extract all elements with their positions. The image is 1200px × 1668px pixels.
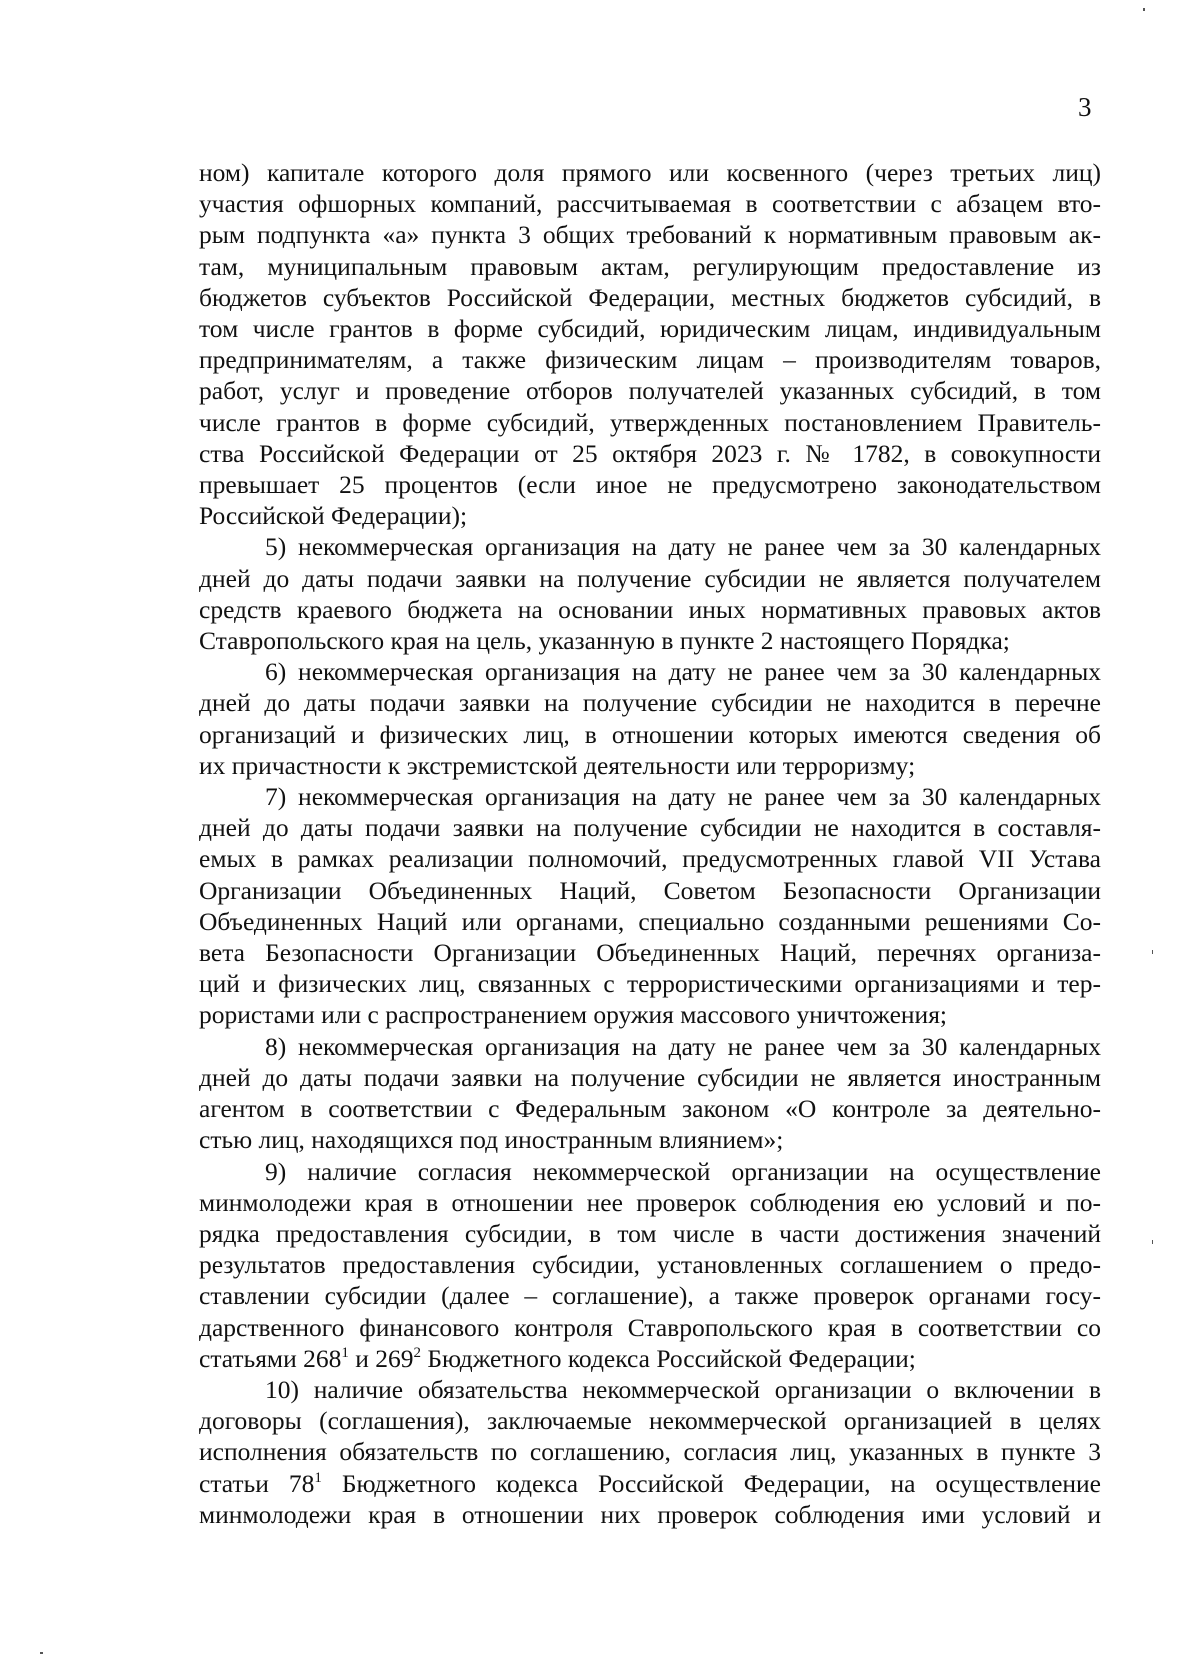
text-line: стью лиц, находящихся под иностранным влиянием»; xyxy=(199,1125,784,1155)
paragraph-item-5 xyxy=(199,531,1101,656)
text-fragment: статьи 78 xyxy=(199,1468,315,1498)
text-line: Ставропольского края на цель, указанную в пункте 2 настоящего Порядка; xyxy=(199,626,1010,656)
text-line: 10) наличие обязательства некоммерческой организации о включении в xyxy=(265,1374,1101,1404)
text-line: участия офшорных компаний, рассчитываемая в соответствии с абзацем вто- xyxy=(199,189,1101,219)
text-fragment: статьями 268 xyxy=(199,1343,342,1373)
text-line: числе грантов в форме субсидий, утвержденных постановлением Правитель- xyxy=(199,407,1101,437)
text-line: рым подпункта «а» пункта 3 общих требований к нормативным правовым ак- xyxy=(199,220,1101,250)
text-line: емых в рамках реализации полномочий, предусмотренных главой VII Устава xyxy=(199,844,1101,874)
text-line: бюджетов субъектов Российской Федерации, местных бюджетов субсидий, в xyxy=(199,282,1101,312)
text-line: 9) наличие согласия некоммерческой организации на осуществление xyxy=(265,1156,1101,1186)
text-line: том числе грантов в форме субсидий, юридическим лицам, индивидуальным xyxy=(199,314,1101,344)
paragraph-item-7 xyxy=(199,781,1101,1031)
text-line: ном) капитале которого доля прямого или косвенного (через третьих лиц) xyxy=(199,158,1101,187)
text-line: превышает 25 процентов (если иное не предусмотрено законодательством xyxy=(199,470,1101,500)
text-line: минмолодежи края в отношении нее проверок соблюдения ею условий и по- xyxy=(199,1187,1101,1217)
text-fragment: Бюджетного кодекса Российской Федерации, на осуществление xyxy=(321,1468,1101,1498)
text-line: Организации Объединенных Наций, Советом Безопасности Организации xyxy=(199,875,1101,905)
text-line: предпринимателям, а также физическим лицам – производителям товаров, xyxy=(199,345,1101,375)
text-line: дней до даты подачи заявки на получение субсидии не является получателем xyxy=(199,563,1101,593)
text-line: организаций и физических лиц, в отношении которых имеются сведения об xyxy=(199,719,1101,749)
superscript: 1 xyxy=(314,1469,322,1486)
scan-speck xyxy=(40,1652,43,1654)
scan-speck xyxy=(1143,8,1145,11)
text-line: исполнения обязательств по соглашению, согласия лиц, указанных в пункте 3 xyxy=(199,1437,1101,1467)
text-line: Российской Федерации); xyxy=(199,501,468,531)
scan-speck xyxy=(1152,950,1153,954)
body-text xyxy=(199,157,1101,1530)
text-line: дней до даты подачи заявки на получение субсидии не находится в перечне xyxy=(199,688,1101,718)
text-line: Объединенных Наций или органами, специально созданными решениями Со- xyxy=(199,906,1101,936)
superscript: 1 xyxy=(341,1344,349,1361)
page-number: 3 xyxy=(1078,92,1092,122)
superscript: 2 xyxy=(413,1344,421,1361)
text-line: результатов предоставления субсидии, установленных соглашением о предо- xyxy=(199,1250,1101,1280)
text-line: 7) некоммерческая организация на дату не ранее чем за 30 календарных xyxy=(265,782,1101,812)
text-line: их причастности к экстремистской деятельности или терроризму; xyxy=(199,750,916,780)
text-line: 8) некоммерческая организация на дату не ранее чем за 30 календарных xyxy=(265,1031,1101,1061)
paragraph-item-9 xyxy=(199,1156,1101,1374)
text-line: дней до даты подачи заявки на получение субсидии не находится в составля- xyxy=(199,813,1101,843)
text-line: ций и физических лиц, связанных с террористическими организациями и тер- xyxy=(199,969,1101,999)
text-line-with-superscripts xyxy=(199,1343,1101,1374)
text-line: средств краевого бюджета на основании иных нормативных правовых актов xyxy=(199,594,1101,624)
text-fragment: и 269 xyxy=(348,1343,414,1373)
text-line: рористами или с распространением оружия массового уничтожения; xyxy=(199,1000,948,1030)
text-fragment: Бюджетного кодекса Российской Федерации; xyxy=(421,1343,916,1373)
text-line: работ, услуг и проведение отборов получателей указанных субсидий, в том xyxy=(199,376,1101,406)
paragraph-item-10 xyxy=(199,1374,1101,1530)
text-line: 6) некоммерческая организация на дату не ранее чем за 30 календарных xyxy=(265,657,1101,687)
paragraph-item-8 xyxy=(199,1031,1101,1156)
text-line: дней до даты подачи заявки на получение субсидии не является иностранным xyxy=(199,1062,1101,1092)
paragraph-item-6 xyxy=(199,656,1101,781)
text-line: дарственного финансового контроля Ставропольского края в соответствии со xyxy=(199,1312,1101,1342)
text-line: ства Российской Федерации от 25 октября 2023 г. № 1782, в совокупности xyxy=(199,438,1101,468)
text-line: минмолодежи края в отношении них проверок соблюдения ими условий и xyxy=(199,1499,1101,1529)
text-line: рядка предоставления субсидии, в том числе в части достижения значений xyxy=(199,1218,1101,1248)
scan-speck xyxy=(1152,1240,1153,1244)
text-line: вета Безопасности Организации Объединенных Наций, перечнях организа- xyxy=(199,938,1101,968)
text-line-with-superscript xyxy=(199,1468,1101,1499)
text-line: 5) некоммерческая организация на дату не ранее чем за 30 календарных xyxy=(265,532,1101,562)
text-line: ставлении субсидии (далее – соглашение), а также проверок органами госу- xyxy=(199,1281,1101,1311)
text-line: агентом в соответствии с Федеральным законом «О контроле за деятельно- xyxy=(199,1094,1101,1124)
text-line: там, муниципальным правовым актам, регулирующим предоставление из xyxy=(199,251,1101,281)
text-line: договоры (соглашения), заключаемые некоммерческой организацией в целях xyxy=(199,1406,1101,1436)
paragraph-continuation xyxy=(199,157,1101,531)
